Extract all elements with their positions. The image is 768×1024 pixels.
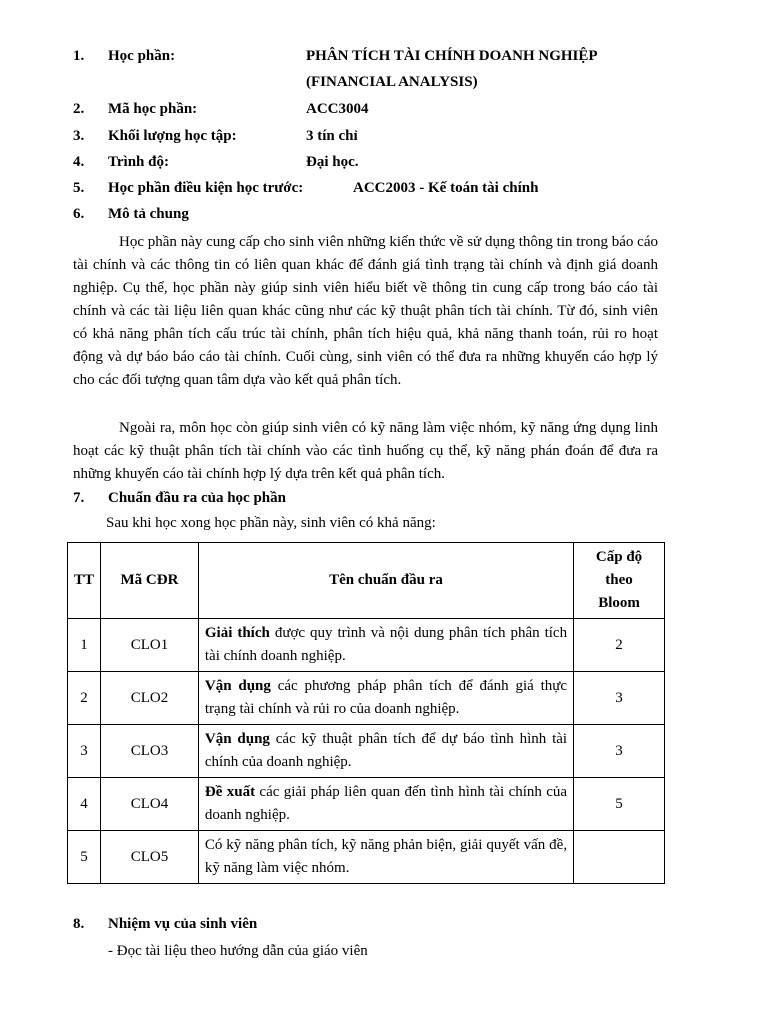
row-description-text: được quy trình và nội dung phân tích phân tích tài chính doanh nghiệp.	[204, 625, 568, 664]
item-2-label: Mã học phần:	[108, 101, 198, 117]
table-row	[68, 778, 665, 831]
section-6-number: 6.	[73, 206, 85, 222]
row-number: 5	[68, 831, 101, 884]
row-description-text: các kỹ thuật phân tích để dự báo tình hình tài chính của doanh nghiệp.	[204, 731, 568, 770]
row-description	[198, 672, 573, 725]
header-tt: TT	[68, 543, 101, 619]
course-code: ACC3004	[306, 101, 369, 117]
row-number: 3	[68, 725, 101, 778]
item-5-number: 5.	[73, 180, 85, 196]
row-description	[198, 725, 573, 778]
header-bloom-line-3: Bloom	[598, 595, 640, 611]
course-title-english: (FINANCIAL ANALYSIS)	[306, 74, 478, 90]
outcomes-intro: Sau khi học xong học phần này, sinh viên có khả năng:	[106, 515, 436, 531]
item-5-label: Học phần điều kiện học trước:	[108, 180, 304, 196]
row-description	[198, 778, 573, 831]
row-description	[198, 831, 573, 884]
row-code: CLO1	[101, 619, 199, 672]
row-code: CLO4	[101, 778, 199, 831]
section-7-title: Chuẩn đầu ra của học phần	[108, 490, 286, 506]
row-description-verb: Giải thích	[204, 625, 270, 641]
course-title: PHÂN TÍCH TÀI CHÍNH DOANH NGHIỆP	[306, 48, 598, 64]
row-description-text: Có kỹ năng phân tích, kỹ năng phản biện, giải quyết vấn đề, kỹ năng làm việc nhóm.	[204, 837, 568, 876]
row-bloom-level: 3	[574, 725, 665, 778]
item-1-label: Học phần:	[108, 48, 176, 64]
row-code: CLO3	[101, 725, 199, 778]
prerequisite-course: ACC2003 - Kế toán tài chính	[353, 180, 539, 196]
row-description-verb: Vận dụng	[204, 731, 270, 747]
header-bloom-line-1: Cấp độ	[595, 549, 643, 565]
row-code: CLO5	[101, 831, 199, 884]
row-description	[198, 619, 573, 672]
item-2-number: 2.	[73, 101, 85, 117]
row-description-verb: Đề xuất	[204, 784, 256, 800]
header-bloom-level	[574, 543, 665, 619]
header-code: Mã CĐR	[101, 543, 199, 619]
row-description-text: các phương pháp phân tích để đánh giá thực trạng tài chính và rủi ro của doanh nghiệp.	[204, 678, 568, 717]
row-code: CLO2	[101, 672, 199, 725]
student-task-item: - Đọc tài liệu theo hướng dẫn của giáo viên	[108, 943, 368, 959]
table-row	[68, 725, 665, 778]
learning-outcomes-table	[67, 542, 665, 884]
row-description-text: các giải pháp liên quan đến tình hình tài chính của doanh nghiệp.	[204, 784, 568, 823]
table-row	[68, 619, 665, 672]
row-bloom-level: 2	[574, 619, 665, 672]
table-row	[68, 831, 665, 884]
section-8-number: 8.	[73, 916, 85, 932]
item-3-number: 3.	[73, 128, 85, 144]
description-paragraph-1: Học phần này cung cấp cho sinh viên những kiến thức về sử dụng thông tin trong báo cáo tài chính và các thông tin có liên quan khác để đánh giá tình trạng tài chính và định giá doanh nghiệp. Cụ thể, học phần này giúp sinh viên hiểu biết về thông tin cung cấp trong báo cáo tài chính và các tài liệu liên quan khác cũng như các kỹ thuật phân tích tài chính. Từ đó, sinh viên có khả năng phân tích cấu trúc tài chính, phân tích hiệu quả, khả năng thanh toán, rủi ro hoạt động và dự báo báo cáo tài chính. Cuối cùng, sinh viên có thể đưa ra những khuyến cáo hợp lý cho các đối tượng quan tâm dựa vào kết quả phân tích.	[73, 234, 658, 388]
item-3-label: Khối lượng học tập:	[108, 128, 237, 144]
row-bloom-level	[574, 831, 665, 884]
row-number: 1	[68, 619, 101, 672]
header-bloom-line-2: theo	[605, 572, 633, 588]
row-bloom-level: 3	[574, 672, 665, 725]
section-8-title: Nhiệm vụ của sinh viên	[108, 916, 258, 932]
row-number: 4	[68, 778, 101, 831]
course-credits: 3 tín chỉ	[306, 128, 358, 144]
section-6-title: Mô tả chung	[108, 206, 189, 222]
row-bloom-level: 5	[574, 778, 665, 831]
item-1-number: 1.	[73, 48, 85, 64]
table-row	[68, 672, 665, 725]
header-name: Tên chuẩn đầu ra	[198, 543, 573, 619]
item-4-label: Trình độ:	[108, 154, 169, 170]
course-level: Đại học.	[306, 154, 359, 170]
row-description-verb: Vận dụng	[204, 678, 271, 694]
item-4-number: 4.	[73, 154, 85, 170]
row-number: 2	[68, 672, 101, 725]
table-header-row	[68, 543, 665, 619]
description-paragraph-2: Ngoài ra, môn học còn giúp sinh viên có kỹ năng làm việc nhóm, kỹ năng ứng dụng linh hoạt các kỹ thuật phân tích tài chính vào các tình huống cụ thể, kỹ năng phán đoán để đưa ra những khuyến cáo tài chính hợp lý dựa trên kết quả phân tích.	[73, 420, 658, 482]
section-7-number: 7.	[73, 490, 85, 506]
